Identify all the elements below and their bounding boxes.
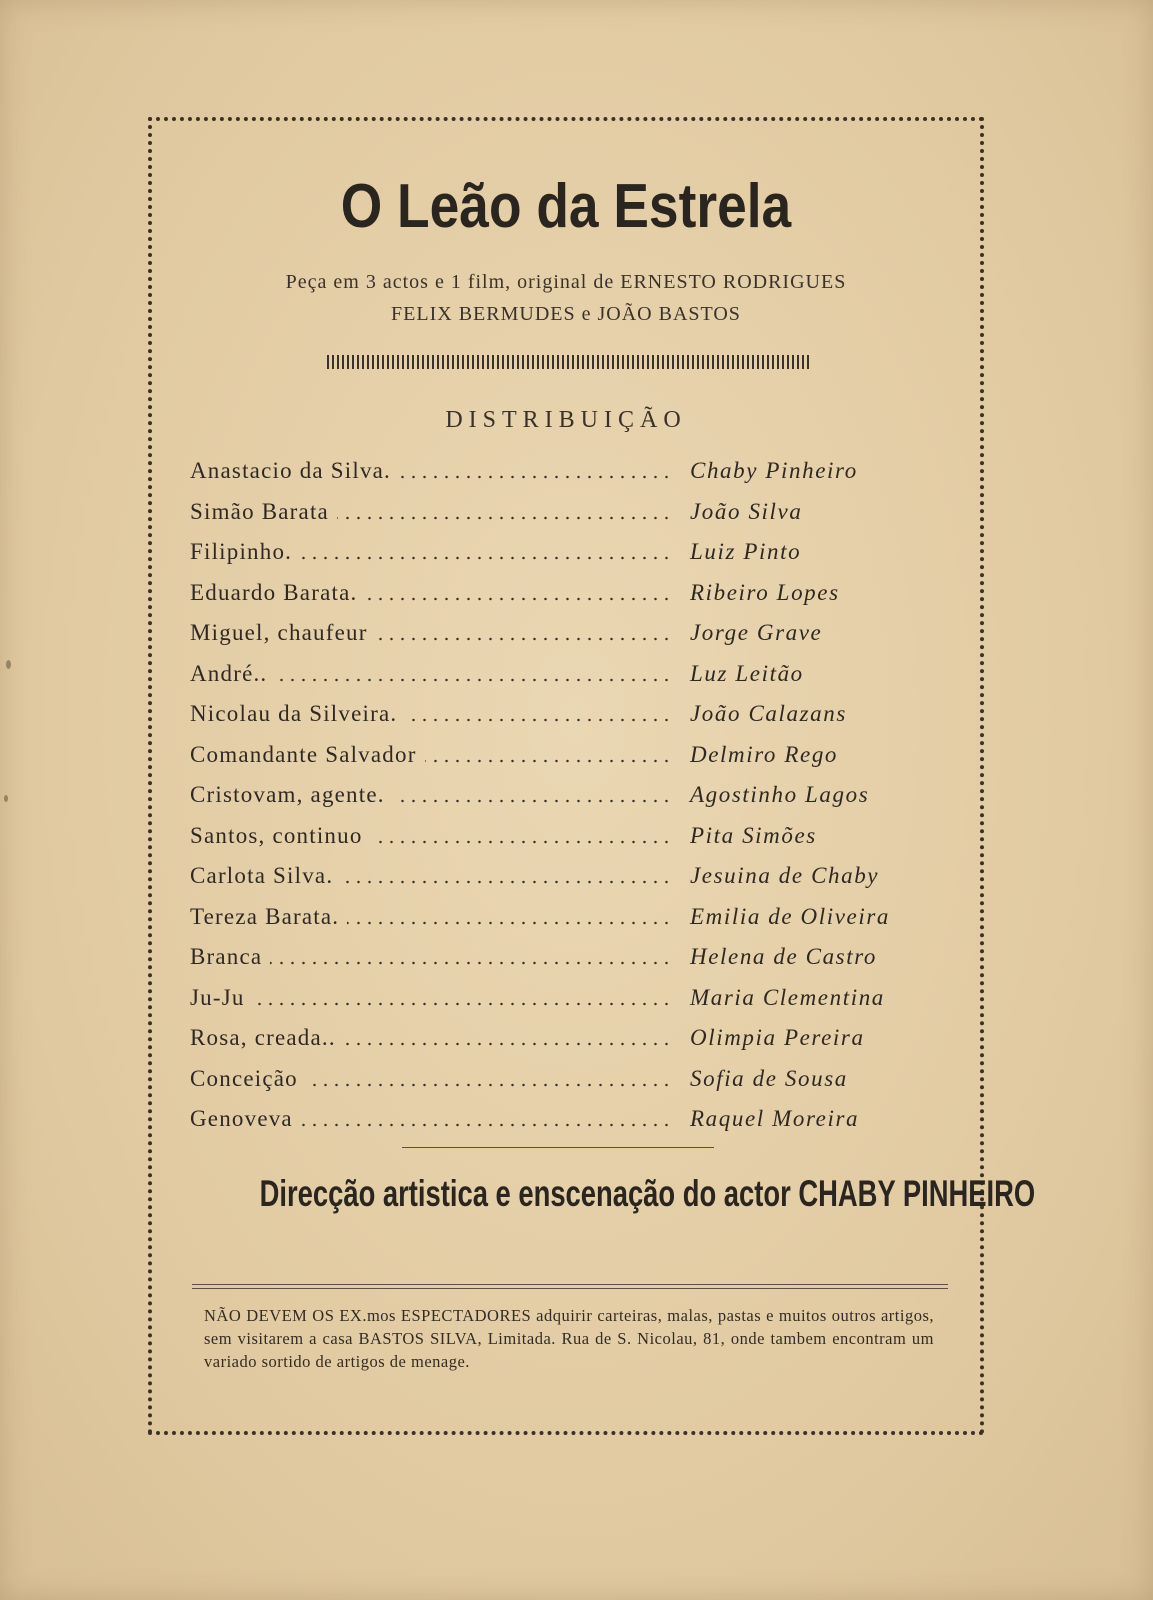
cast-role: Carlota Silva. bbox=[190, 863, 334, 888]
double-divider-rule bbox=[192, 1284, 948, 1289]
cast-row bbox=[190, 985, 950, 1026]
dot-leader bbox=[306, 1083, 672, 1087]
cast-actor: João Silva bbox=[690, 498, 803, 524]
cast-actor: Emilia de Oliveira bbox=[690, 903, 890, 929]
cast-role: Eduardo Barata. bbox=[190, 579, 358, 605]
cast-row bbox=[190, 499, 950, 540]
cast-actor: Raquel Moreira bbox=[690, 1106, 860, 1131]
cast-actor: João Calazans bbox=[690, 701, 847, 726]
cast-row bbox=[190, 823, 950, 864]
cast-row bbox=[190, 944, 950, 985]
play-subtitle bbox=[152, 266, 980, 330]
play-title: O Leão da Estrela bbox=[340, 172, 792, 241]
cast-role: Rosa, creada.. bbox=[190, 1025, 336, 1050]
dot-leader bbox=[337, 516, 672, 520]
cast-actor: Luz Leitão bbox=[690, 660, 804, 686]
dot-leader bbox=[376, 637, 672, 641]
dot-leader bbox=[270, 961, 672, 965]
cast-role: Genoveva bbox=[190, 1106, 293, 1131]
cast-row bbox=[190, 661, 950, 702]
cast-actor: Ribeiro Lopes bbox=[690, 579, 840, 605]
divider-rule bbox=[402, 1147, 714, 1148]
dotted-border-frame bbox=[148, 117, 1036, 1435]
ornamental-rule bbox=[327, 355, 809, 369]
dot-leader bbox=[405, 718, 672, 722]
cast-actor: Agostinho Lagos bbox=[690, 782, 870, 807]
cast-actor: Delmiro Rego bbox=[690, 741, 839, 767]
dot-leader bbox=[399, 475, 672, 479]
cast-row bbox=[190, 782, 950, 823]
cast-role: Miguel, chaufeur bbox=[190, 620, 368, 645]
cast-role: Santos, continuo bbox=[190, 822, 363, 848]
cast-role: Nicolau da Silveira. bbox=[190, 701, 398, 726]
cast-list bbox=[190, 458, 950, 1147]
cast-actor: Jesuina de Chaby bbox=[690, 863, 880, 888]
dot-leader bbox=[365, 597, 672, 601]
cast-row bbox=[190, 539, 950, 580]
cast-actor: Maria Clementina bbox=[690, 984, 885, 1010]
cast-role: Filipinho. bbox=[190, 539, 293, 564]
dot-leader bbox=[300, 556, 672, 560]
cast-row bbox=[190, 1025, 950, 1066]
dot-leader bbox=[253, 1002, 672, 1006]
cast-row bbox=[190, 742, 950, 783]
cast-row bbox=[190, 863, 950, 904]
cast-role: Branca bbox=[190, 944, 263, 969]
dot-leader bbox=[393, 799, 672, 803]
cast-row bbox=[190, 458, 950, 499]
cast-role: Simão Barata bbox=[190, 498, 329, 524]
direction-credit: Direcção artistica e enscenação do actor CHABY PINHEIRO bbox=[259, 1173, 1036, 1214]
dot-leader bbox=[275, 678, 672, 682]
paper-speck bbox=[6, 660, 11, 669]
cast-role: Ju-Ju bbox=[190, 984, 245, 1010]
cast-role: André.. bbox=[190, 660, 268, 686]
cast-role: Tereza Barata. bbox=[190, 903, 340, 929]
dot-leader bbox=[347, 921, 672, 925]
paper-speck bbox=[4, 795, 8, 802]
cast-actor: Pita Simões bbox=[690, 822, 817, 848]
cast-row bbox=[190, 580, 950, 621]
cast-role: Cristovam, agente. bbox=[190, 782, 385, 807]
cast-row bbox=[190, 701, 950, 742]
dot-leader bbox=[301, 1123, 672, 1127]
dot-leader bbox=[341, 880, 672, 884]
cast-role: Conceição bbox=[190, 1065, 298, 1091]
cast-actor: Chaby Pinheiro bbox=[690, 458, 858, 483]
cast-role: Anastacio da Silva. bbox=[190, 458, 392, 483]
dot-leader bbox=[425, 759, 672, 763]
cast-row bbox=[190, 904, 950, 945]
dot-leader bbox=[344, 1042, 672, 1046]
cast-actor: Sofia de Sousa bbox=[690, 1065, 848, 1091]
advertisement-notice: NÃO DEVEM OS EX.mos ESPECTADORES adquirir carteiras, malas, pastas e muitos outros artigos, sem visitarem a casa BASTOS SILVA, Limitada. Rua de S. Nicolau, 81, onde tambem encontram um variado sortido de artigos de menage. bbox=[204, 1306, 934, 1371]
cast-row bbox=[190, 1106, 950, 1147]
cast-actor: Olimpia Pereira bbox=[690, 1025, 865, 1050]
subtitle-line-2: FELIX BERMUDES e JOÃO BASTOS bbox=[391, 303, 741, 325]
cast-row bbox=[190, 1066, 950, 1107]
subtitle-line-1: Peça em 3 actos e 1 film, original de ERNESTO RODRIGUES bbox=[285, 271, 847, 293]
cast-heading: DISTRIBUIÇÃO bbox=[445, 407, 687, 433]
dot-leader bbox=[371, 840, 672, 844]
cast-actor: Luiz Pinto bbox=[690, 539, 802, 564]
cast-actor: Helena de Castro bbox=[690, 944, 878, 969]
cast-role: Comandante Salvador bbox=[190, 741, 417, 767]
cast-row bbox=[190, 620, 950, 661]
cast-actor: Jorge Grave bbox=[690, 620, 823, 645]
